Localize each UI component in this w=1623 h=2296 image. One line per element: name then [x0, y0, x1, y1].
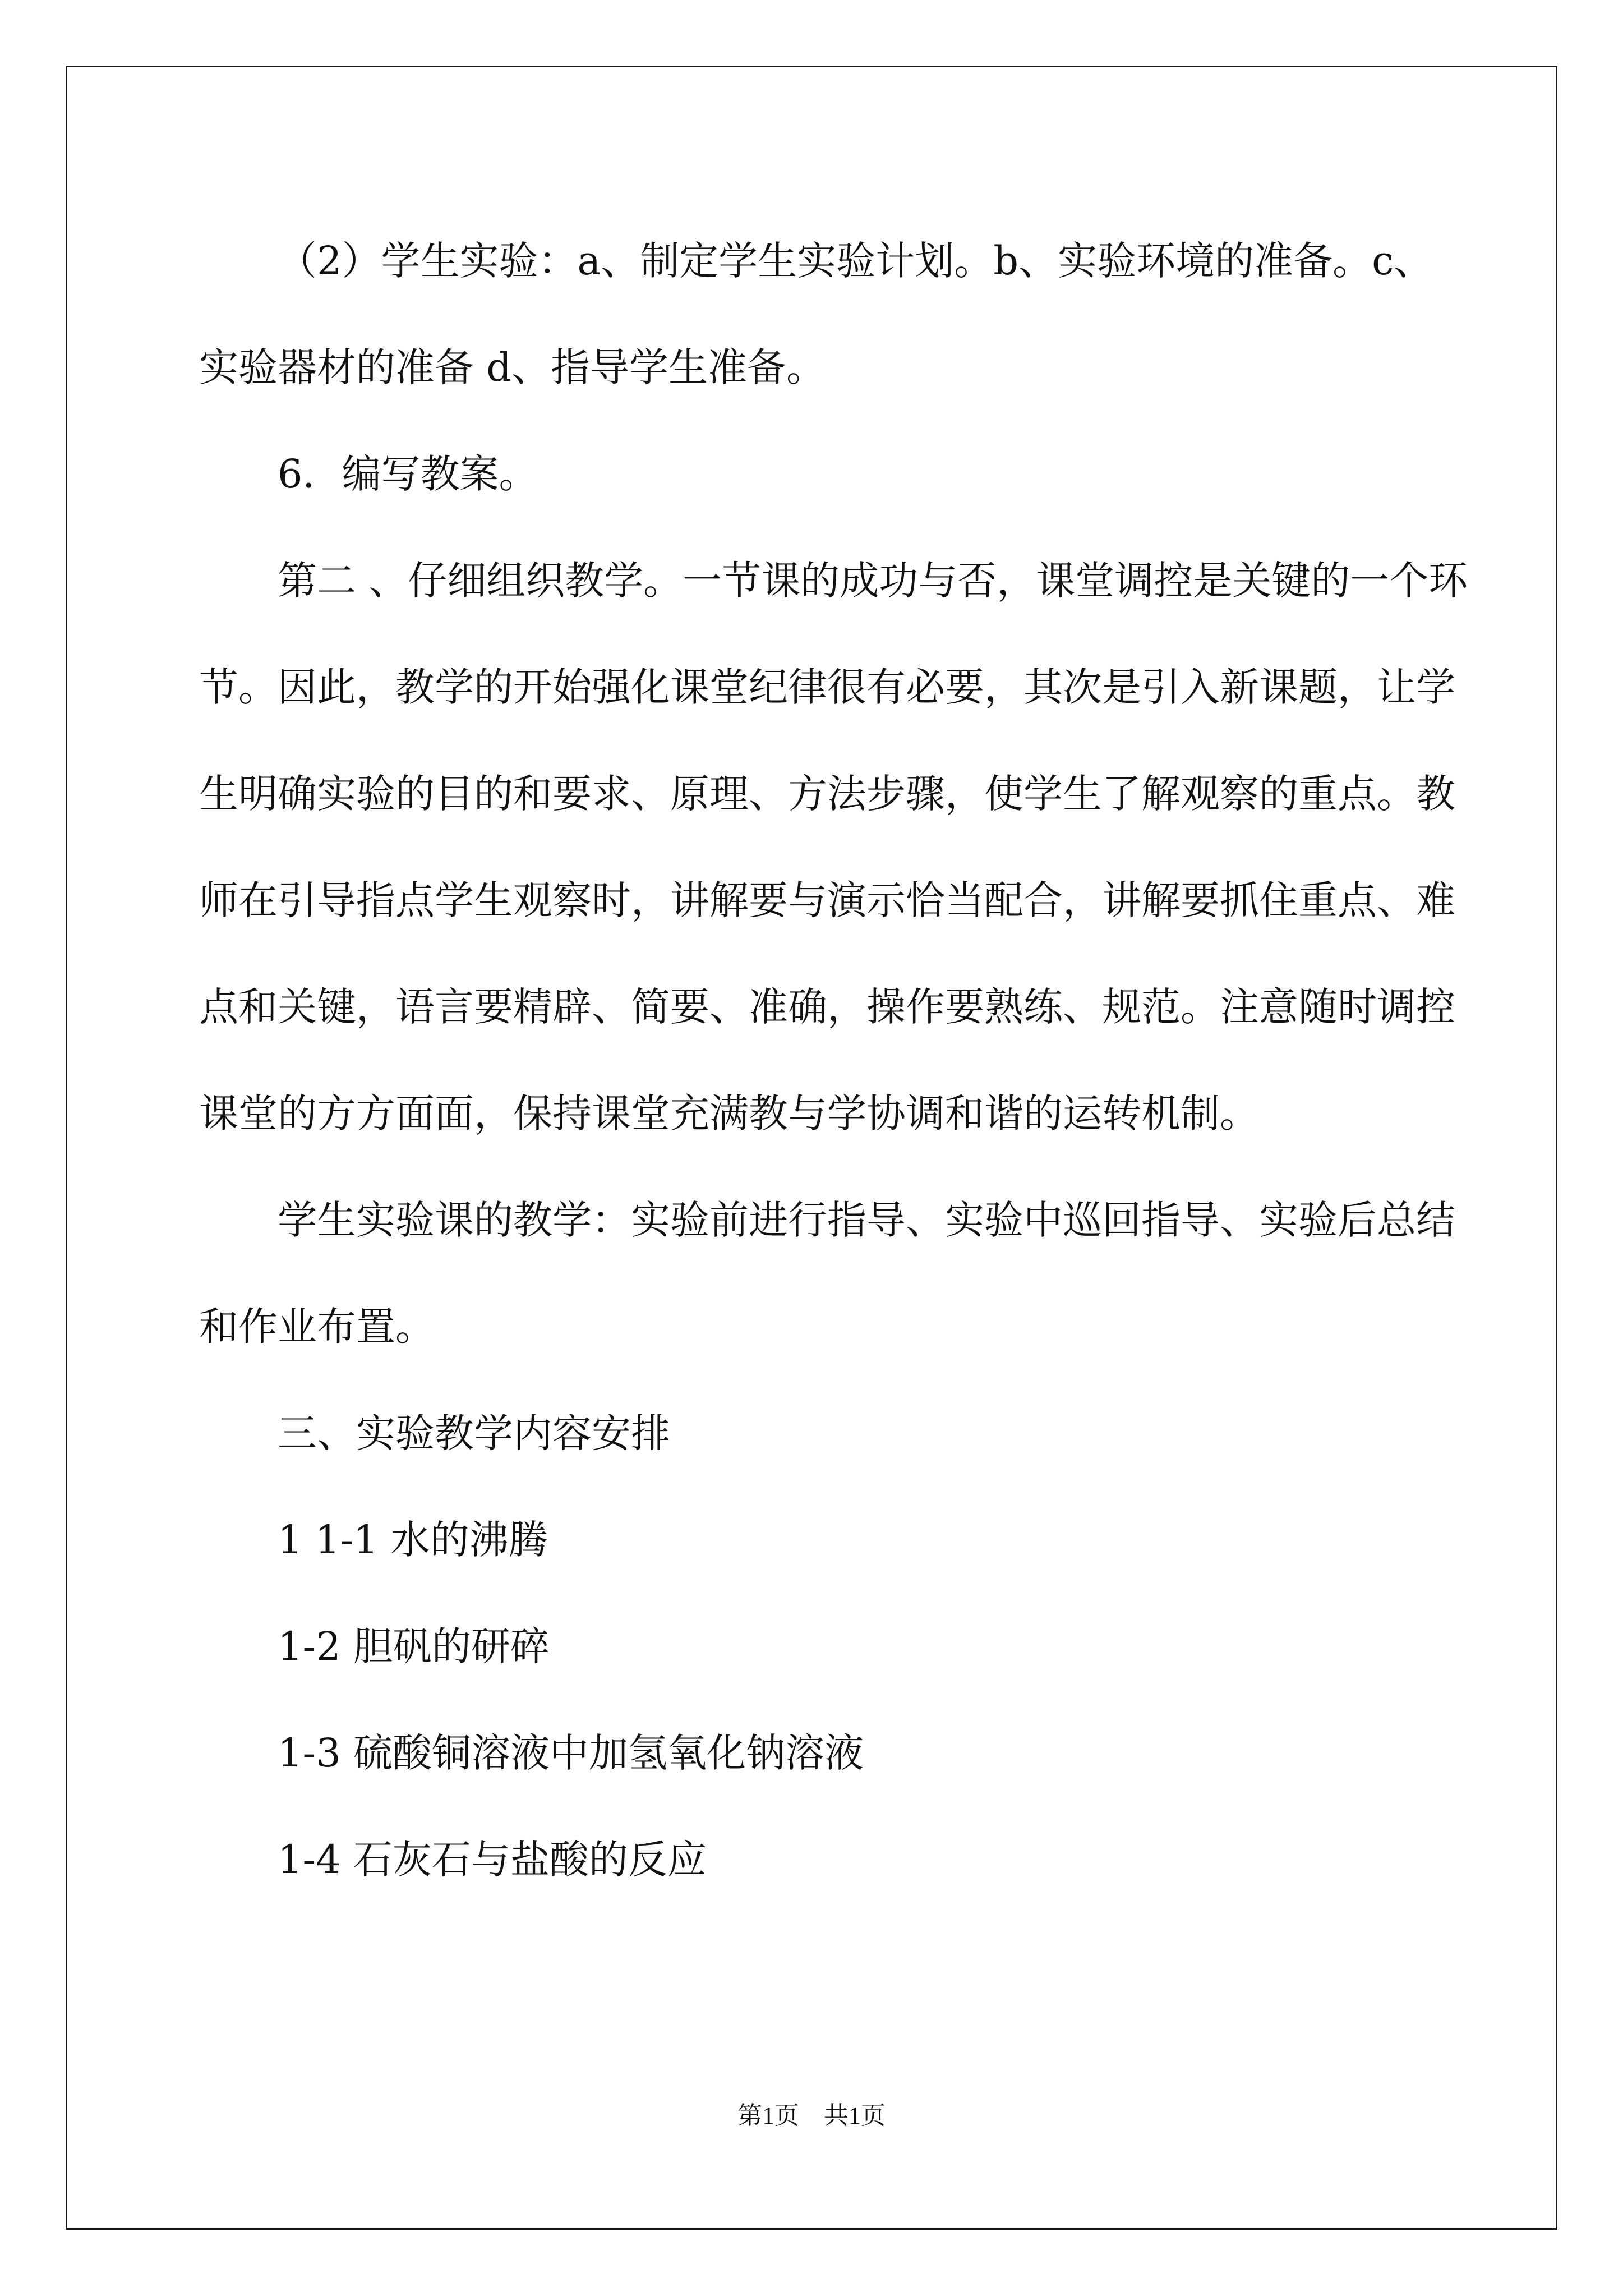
list-item: 1-3 硫酸铜溶液中加氢氧化钠溶液	[278, 1730, 864, 1776]
list-item: 1-4 石灰石与盐酸的反应	[278, 1837, 707, 1883]
page-number: 第1页 共1页	[737, 2102, 886, 2129]
document-body	[199, 208, 1472, 1913]
list-item: 1-2 胆矾的研碎	[278, 1623, 550, 1669]
paragraph-lesson-plan: 6．编写教案。	[278, 451, 538, 497]
paragraph-lab-class: 学生实验课的教学：实验前进行指导、实验中巡回指导、实验后总结和作业布置。	[199, 1197, 1455, 1350]
section-heading-three: 三、实验教学内容安排	[278, 1410, 670, 1456]
paragraph-student-experiment: （2）学生实验：a、制定学生实验计划。b、实验环境的准备。c、实验器材的准备 d、指导学生准备。	[199, 238, 1433, 390]
list-item: 1 1-1 水的沸腾	[278, 1517, 548, 1563]
paragraph-organize-teaching: 第二 、仔细组织教学。一节课的成功与否，课堂调控是关键的一个环节。因此，教学的开始强化课堂纪律很有必要，其次是引入新课题，让学生明确实验的目的和要求、原理、方法步骤，使学生了解观察的重点。教师在引导指点学生观察时，讲解要与演示恰当配合，讲解要抓住重点、难点和关键，语言要精辟、简要、准确，操作要熟练、规范。注意随时调控课堂的方方面面，保持课堂充满教与学协调和谐的运转机制。	[199, 558, 1468, 1137]
